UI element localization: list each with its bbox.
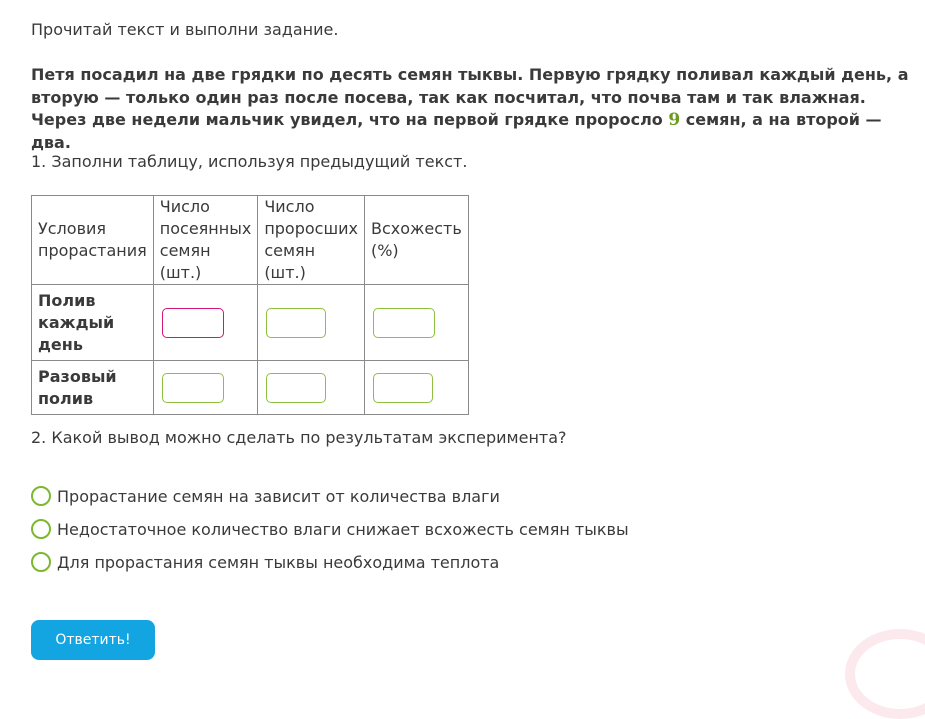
table-header-row (32, 196, 469, 285)
option-label: Прорастание семян на зависит от количества влаги (57, 486, 500, 506)
header-conditions: Условия прорастания (32, 196, 154, 285)
row-label-daily: Полив каждый день (32, 285, 154, 361)
cell (364, 285, 468, 361)
daily-sown-input[interactable] (162, 308, 224, 338)
story-number: 9 (668, 110, 681, 130)
daily-sprouted-input[interactable] (266, 308, 326, 338)
story-text (31, 64, 911, 154)
option-2[interactable] (31, 519, 629, 539)
cell (153, 361, 258, 415)
radio-icon[interactable] (31, 552, 51, 572)
header-sown: Число посеянных семян (шт.) (153, 196, 258, 285)
cell (258, 285, 365, 361)
intro-text: Прочитай текст и выполни задание. (31, 20, 339, 39)
story-part1: Петя посадил на две грядки по десять семян тыквы. Первую грядку поливал каждый день, а вторую — только один раз после посева, так как посчитал, что почва там и так влажная. Через две недели мальчик увидел, что на первой грядке проросло (31, 65, 909, 129)
table-row (32, 285, 469, 361)
radio-icon[interactable] (31, 519, 51, 539)
cell (153, 285, 258, 361)
single-germination-input[interactable] (373, 373, 433, 403)
option-label: Недостаточное количество влаги снижает всхожесть семян тыквы (57, 519, 629, 539)
submit-button[interactable]: Ответить! (31, 620, 155, 660)
task2-text: 2. Какой вывод можно сделать по результатам эксперимента? (31, 428, 567, 447)
option-1[interactable] (31, 486, 500, 506)
option-label: Для прорастания семян тыквы необходима теплота (57, 552, 500, 572)
table-row (32, 361, 469, 415)
decorative-shape (845, 629, 925, 719)
header-sprouted: Число проросших семян (шт.) (258, 196, 365, 285)
radio-icon[interactable] (31, 486, 51, 506)
cell (364, 361, 468, 415)
task1-text: 1. Заполни таблицу, используя предыдущий текст. (31, 152, 468, 171)
cell (258, 361, 365, 415)
single-sown-input[interactable] (162, 373, 224, 403)
header-germination: Всхожесть (%) (364, 196, 468, 285)
germination-table (31, 195, 469, 415)
daily-germination-input[interactable] (373, 308, 435, 338)
option-3[interactable] (31, 552, 499, 572)
single-sprouted-input[interactable] (266, 373, 326, 403)
row-label-single: Разовый полив (32, 361, 154, 415)
story-part2: семян, а на второй — два. (31, 110, 882, 152)
